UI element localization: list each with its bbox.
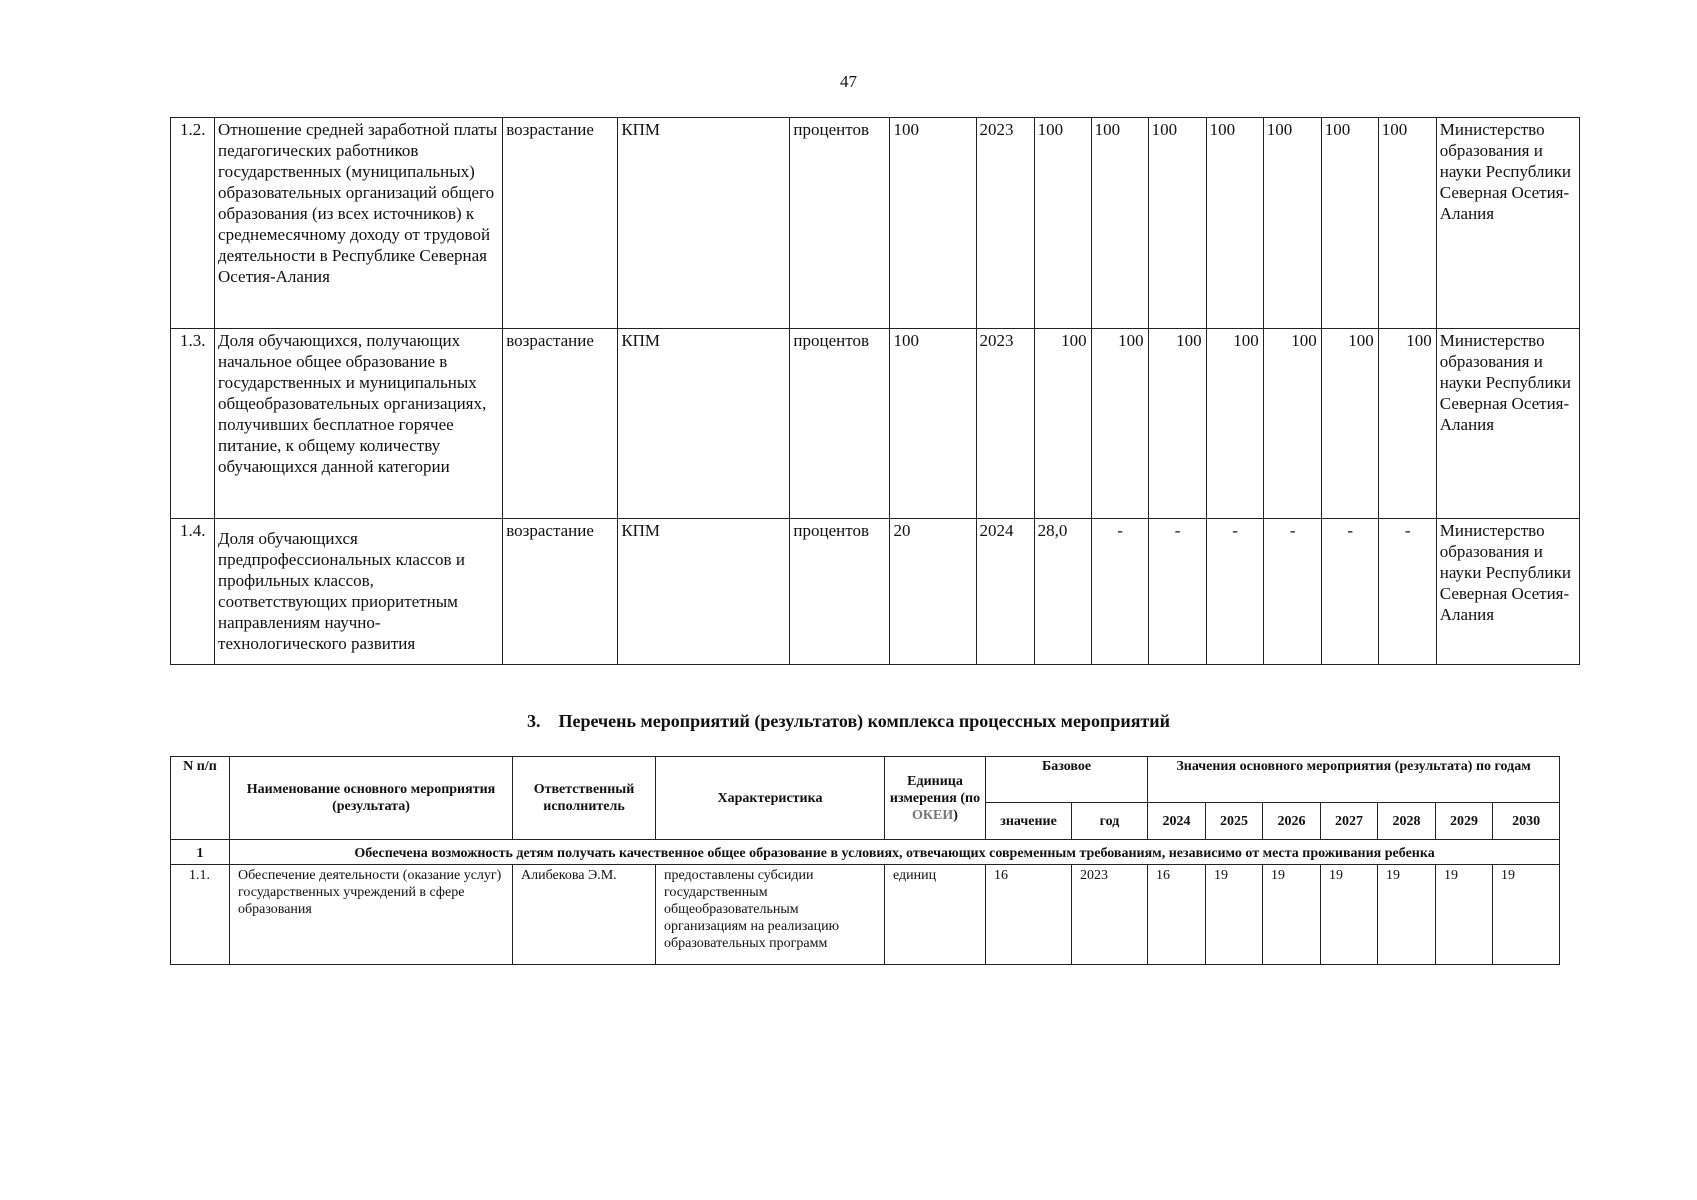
header-unit-prefix: Единица измерения (по — [889, 773, 981, 806]
year-value: 100 — [1206, 118, 1263, 329]
year-value: 100 — [1091, 329, 1148, 519]
responsible-org: Министерство образования и науки Республики Северная Осетия-Алания — [1436, 329, 1579, 519]
base-value: 16 — [986, 865, 1072, 965]
base-value: 20 — [890, 519, 976, 665]
activity-name: Обеспечение деятельности (оказание услуг) государственных учреждений в сфере образования — [230, 865, 513, 965]
header-characteristic: Характеристика — [656, 757, 885, 840]
activities-table — [170, 756, 1560, 965]
table-row — [171, 118, 1580, 329]
year-value: 100 — [1321, 329, 1378, 519]
year-value: 100 — [1321, 118, 1378, 329]
base-year: 2024 — [976, 519, 1034, 665]
year-value: 100 — [1034, 329, 1091, 519]
year-value: 19 — [1321, 865, 1378, 965]
header-num: N п/п — [171, 757, 230, 840]
row-number: 1.1. — [171, 865, 230, 965]
header-year: 2025 — [1206, 803, 1263, 840]
header-base: Базовое — [986, 757, 1148, 803]
header-year: 2030 — [1493, 803, 1560, 840]
indicator-name-text: Доля обучающихся предпрофессиональных классов и профильных классов, соответствующих приоритетным направлениям научно-технологического развития — [218, 529, 465, 653]
header-unit-okei: ОКЕИ — [912, 807, 954, 823]
indicator-name: Отношение средней заработной платы педагогических работников государственных (муниципальных) образовательных организаций общего образования (из всех источников) к среднемесячному доходу от трудовой деятельности в Республике Северная Осетия-Алания — [215, 118, 503, 329]
group-title: Обеспечена возможность детям получать качественное общее образование в условиях, отвечающих современным требованиям, независимо от места проживания ребенка — [230, 840, 1560, 865]
base-value: 100 — [890, 329, 976, 519]
header-unit-suffix: ) — [953, 807, 958, 823]
indicator-trend: возрастание — [503, 329, 618, 519]
year-value: - — [1148, 519, 1206, 665]
year-value: - — [1263, 519, 1321, 665]
row-number: 1.4. — [171, 519, 215, 665]
year-value: 19 — [1436, 865, 1493, 965]
group-row — [171, 840, 1560, 865]
responsible-org: Министерство образования и науки Республики Северная Осетия-Алания — [1436, 519, 1579, 665]
year-value: 19 — [1206, 865, 1263, 965]
indicators-table — [170, 117, 1580, 665]
activity-unit: единиц — [885, 865, 986, 965]
year-value: 100 — [1034, 118, 1091, 329]
year-value: 19 — [1493, 865, 1560, 965]
row-number: 1.2. — [171, 118, 215, 329]
indicator-level: КПМ — [618, 329, 790, 519]
header-responsible: Ответственный исполнитель — [513, 757, 656, 840]
header-year: 2027 — [1321, 803, 1378, 840]
year-value: 100 — [1378, 329, 1436, 519]
base-year: 2023 — [976, 329, 1034, 519]
base-value: 100 — [890, 118, 976, 329]
row-number: 1.3. — [171, 329, 215, 519]
indicator-unit: процентов — [790, 118, 890, 329]
year-value: 100 — [1378, 118, 1436, 329]
group-number: 1 — [171, 840, 230, 865]
header-year: 2026 — [1263, 803, 1321, 840]
indicator-name: Доля обучающихся, получающих начальное общее образование в государственных и муниципальных общеобразовательных организациях, получивших бесплатное горячее питание, к общему количеству обучающихся данной категории — [215, 329, 503, 519]
indicator-trend: возрастание — [503, 519, 618, 665]
indicator-trend: возрастание — [503, 118, 618, 329]
indicator-unit: процентов — [790, 519, 890, 665]
header-name: Наименование основного мероприятия (результата) — [230, 757, 513, 840]
table-row — [171, 329, 1580, 519]
section-heading — [0, 711, 1697, 732]
header-values-by-year: Значения основного мероприятия (результата) по годам — [1148, 757, 1560, 803]
year-value: 16 — [1148, 865, 1206, 965]
year-value: - — [1378, 519, 1436, 665]
page-number: 47 — [840, 72, 857, 91]
year-value: 28,0 — [1034, 519, 1091, 665]
header-base-value: значение — [986, 803, 1072, 840]
year-value: 100 — [1263, 118, 1321, 329]
year-value: 19 — [1263, 865, 1321, 965]
year-value: 19 — [1378, 865, 1436, 965]
header-year: 2029 — [1436, 803, 1493, 840]
section-title: Перечень мероприятий (результатов) комплекса процессных мероприятий — [558, 711, 1171, 731]
table-row — [171, 519, 1580, 665]
responsible-org: Министерство образования и науки Республики Северная Осетия-Алания — [1436, 118, 1579, 329]
header-row — [171, 757, 1560, 803]
header-unit — [885, 757, 986, 840]
year-value: 100 — [1263, 329, 1321, 519]
section-number: 3. — [526, 711, 541, 731]
activity-responsible: Алибекова Э.М. — [513, 865, 656, 965]
header-year: 2024 — [1148, 803, 1206, 840]
header-base-year: год — [1072, 803, 1148, 840]
activity-characteristic: предоставлены субсидии государственным общеобразовательным организациям на реализацию образовательных программ — [656, 865, 885, 965]
indicator-level: КПМ — [618, 118, 790, 329]
year-value: 100 — [1091, 118, 1148, 329]
year-value: - — [1091, 519, 1148, 665]
header-year: 2028 — [1378, 803, 1436, 840]
indicator-level: КПМ — [618, 519, 790, 665]
year-value: - — [1206, 519, 1263, 665]
year-value: 100 — [1148, 118, 1206, 329]
base-year: 2023 — [1072, 865, 1148, 965]
year-value: 100 — [1206, 329, 1263, 519]
year-value: - — [1321, 519, 1378, 665]
base-year: 2023 — [976, 118, 1034, 329]
indicator-name — [215, 519, 503, 665]
year-value: 100 — [1148, 329, 1206, 519]
table-row — [171, 865, 1560, 965]
indicator-unit: процентов — [790, 329, 890, 519]
